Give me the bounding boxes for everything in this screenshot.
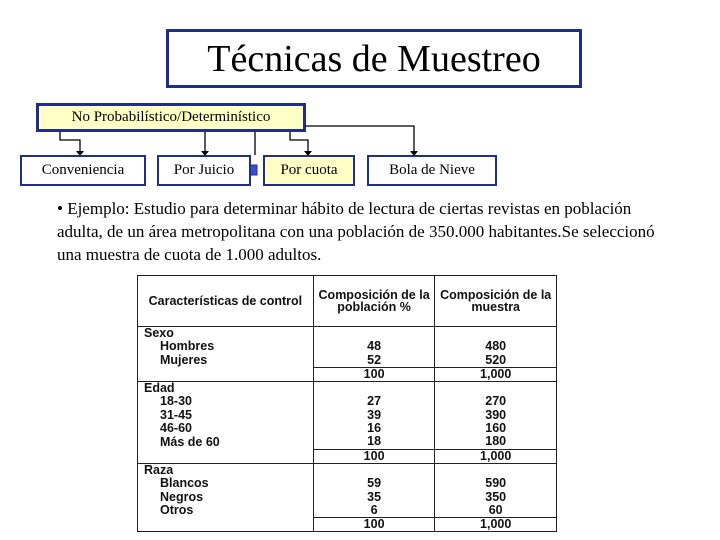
section-label: Edad [138,382,314,396]
row-label: 18-30 [138,395,314,408]
table-row [138,354,557,368]
row-label: Hombres [138,340,314,353]
cell-muestra: 390 [435,409,557,422]
table-row [138,504,557,518]
technique-conveniencia: Conveniencia [20,155,146,186]
quota-table [137,275,557,532]
total-muestra: 1,000 [435,518,557,532]
cell-muestra: 180 [435,435,557,449]
total-poblacion: 100 [313,367,435,381]
cell-muestra: 270 [435,395,557,408]
table-row [138,395,557,408]
total-row [138,518,557,532]
cell-muestra: 160 [435,422,557,435]
row-label: Mujeres [138,354,314,368]
row-label: 31-45 [138,409,314,422]
section-row [138,463,557,477]
cell-muestra: 350 [435,491,557,504]
total-muestra: 1,000 [435,449,557,463]
table-row [138,477,557,490]
cell-muestra: 520 [435,354,557,368]
cell-poblacion: 16 [313,422,435,435]
table-row [138,422,557,435]
cell-poblacion: 35 [313,491,435,504]
header-caracteristicas: Características de control [138,276,314,327]
cell-poblacion: 39 [313,409,435,422]
cell-poblacion: 6 [313,504,435,518]
cell-poblacion: 48 [313,340,435,353]
table-row [138,491,557,504]
row-label: Blancos [138,477,314,490]
technique-por-cuota: Por cuota [263,155,355,186]
cell-poblacion: 59 [313,477,435,490]
row-label: 46-60 [138,422,314,435]
section-label: Raza [138,463,314,477]
technique-bola-de-nieve: Bola de Nieve [367,155,497,186]
table-row [138,409,557,422]
table-row [138,340,557,353]
header-poblacion: Composición de la población % [313,276,435,327]
total-row [138,449,557,463]
example-paragraph: • Ejemplo: Estudio para determinar hábito de lectura de ciertas revistas en población adulta, de un área metropolitana con una población de 350.000 habitantes.Se seleccionó una muestra de cuota de 1.000 adultos. [57,199,655,264]
table-header-row [138,276,557,327]
cell-muestra: 480 [435,340,557,353]
slide-title: Técnicas de Muestreo [166,29,582,88]
section-row [138,382,557,396]
total-poblacion: 100 [313,518,435,532]
cell-poblacion: 52 [313,354,435,368]
category-box: No Probabilístico/Determinístico [36,103,306,132]
cell-muestra: 60 [435,504,557,518]
technique-por-juicio: Por Juicio [157,155,251,186]
row-label: Otros [138,504,314,518]
section-row [138,327,557,341]
header-muestra: Composición de la muestra [435,276,557,327]
total-muestra: 1,000 [435,367,557,381]
row-label: Más de 60 [138,435,314,449]
row-label: Negros [138,491,314,504]
cell-poblacion: 27 [313,395,435,408]
total-poblacion: 100 [313,449,435,463]
section-label: Sexo [138,327,314,341]
table-row [138,435,557,449]
cell-poblacion: 18 [313,435,435,449]
cell-muestra: 590 [435,477,557,490]
total-row [138,367,557,381]
